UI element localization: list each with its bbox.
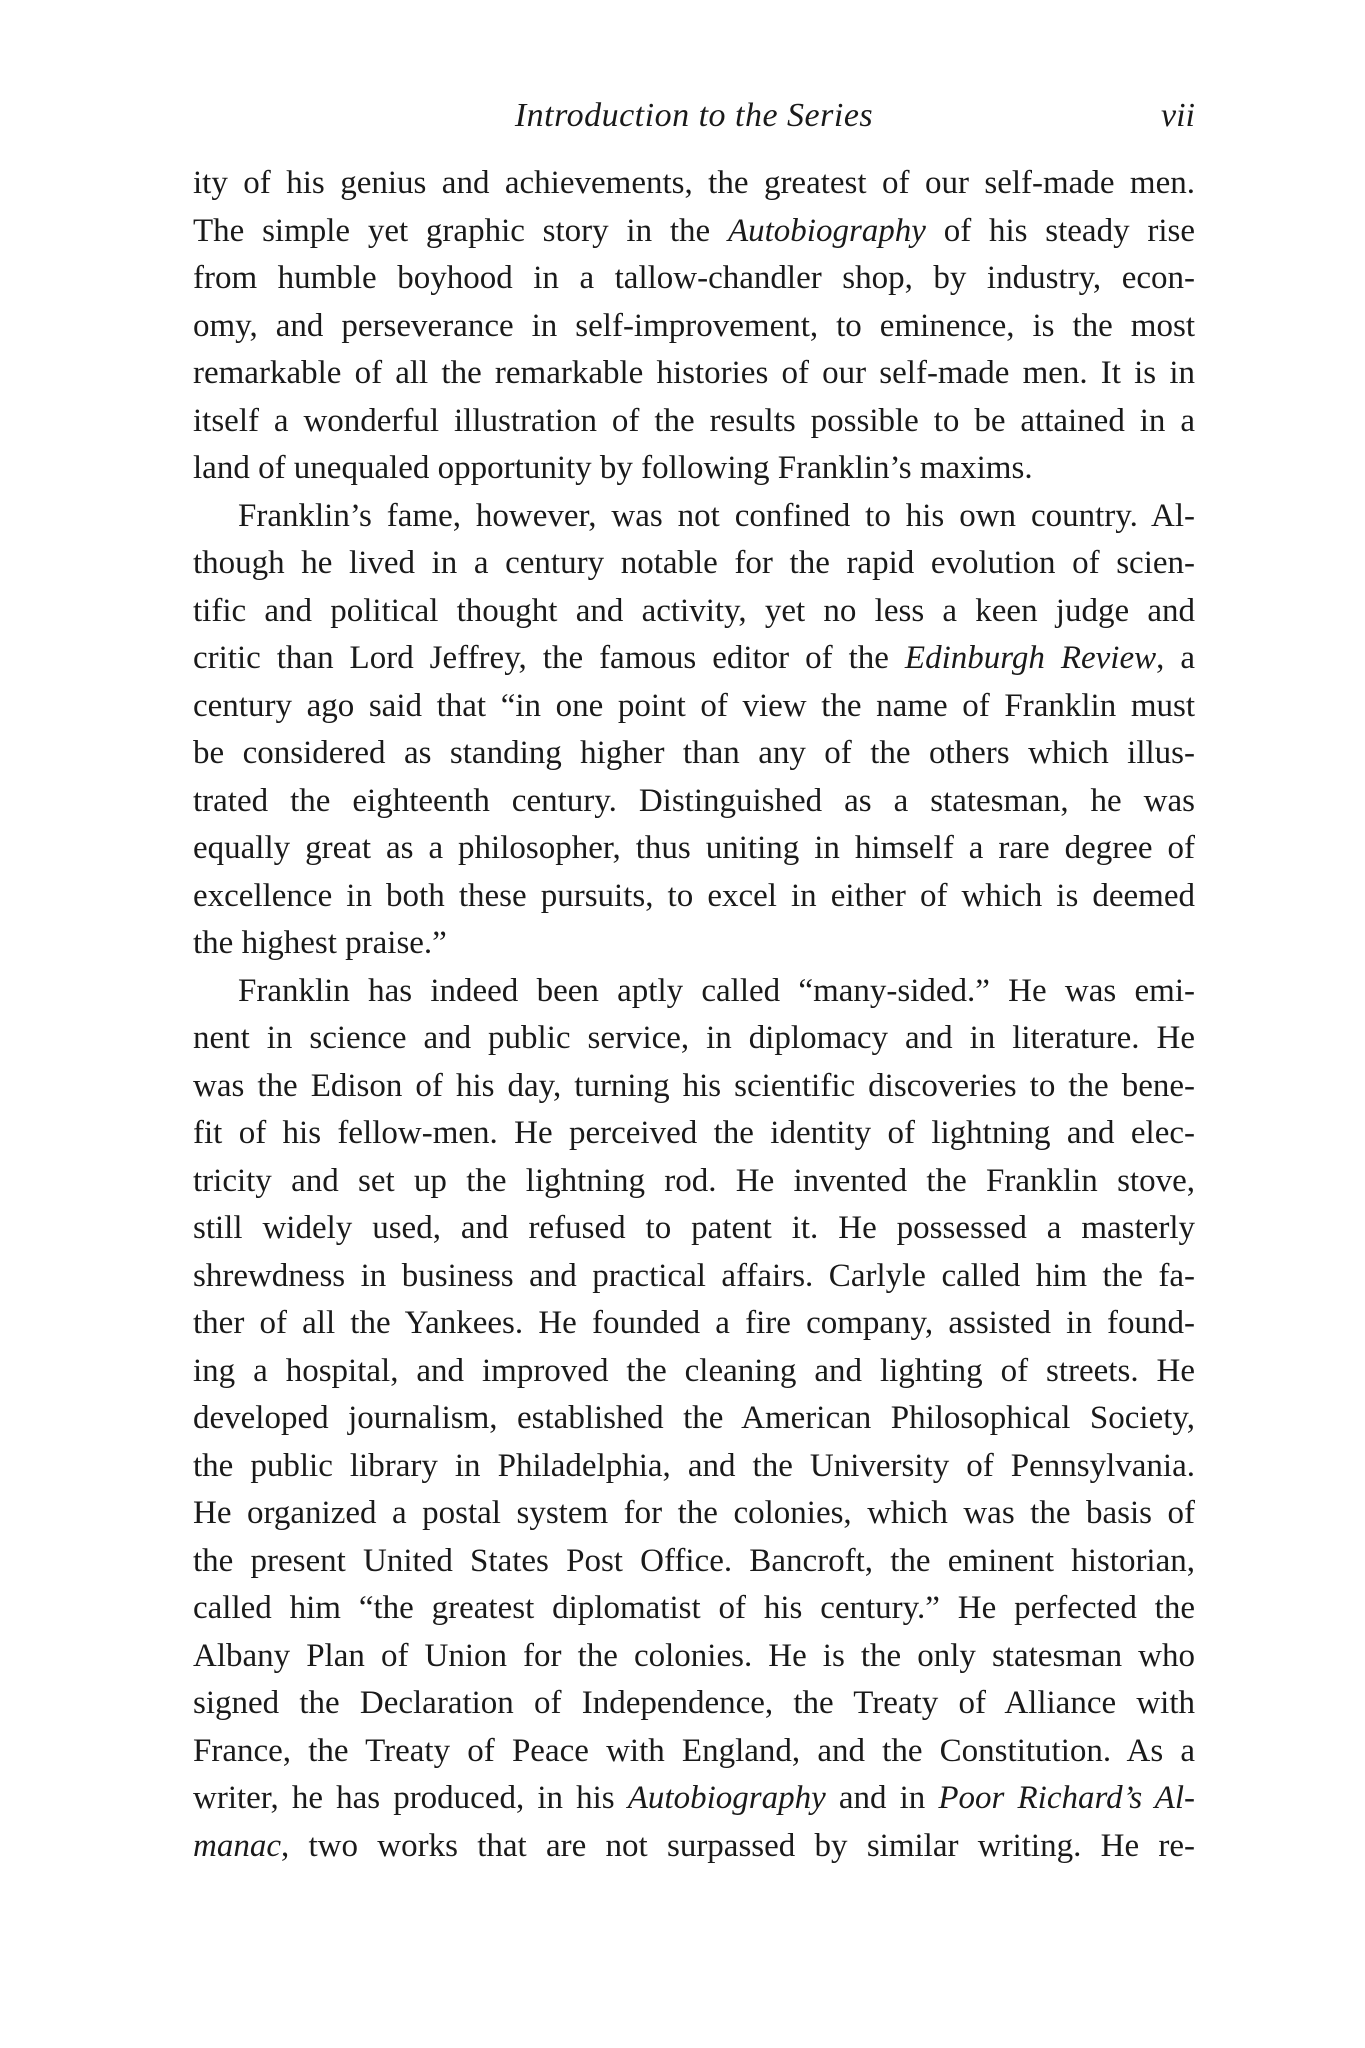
text-line: He organized a postal system for the colonies, which was the basis of [193,1495,1195,1531]
text-line: the present United States Post Office. Bancroft, the eminent historian, [193,1542,1195,1579]
italic-title: Autobiography [727,212,926,249]
italic-title: Poor Richard’s Al- [938,1780,1195,1816]
text-line: itself a wonderful illustration of the results possible to be attained in a [193,402,1195,439]
text-line: equally great as a philosopher, thus uniting in himself a rare degree of [193,830,1195,866]
text-line: ity of his genius and achievements, the greatest of our self-made men. [193,165,1195,201]
text-line: France, the Treaty of Peace with England, and the Constitution. As a [193,1732,1195,1769]
italic-title: manac [193,1827,281,1864]
text-line: the public library in Philadelphia, and the University of Pennsylvania. [193,1447,1195,1484]
text-line: called him “the greatest diplomatist of his century.” He perfected the [193,1590,1195,1626]
text-line: land of unequaled opportunity by following Franklin’s maxims. [193,450,1033,486]
text-line: tific and political thought and activity, yet no less a keen judge and [193,592,1195,629]
text-line: ther of all the Yankees. He founded a fire company, assisted in found- [193,1305,1195,1341]
body-text [193,160,1195,1870]
running-head [193,92,1195,140]
text-line: writer, he has produced, in his Autobiography and in Poor Richard’s Al- [193,1780,1195,1816]
text-line: ing a hospital, and improved the cleaning and lighting of streets. He [193,1352,1195,1389]
text-line: century ago said that “in one point of view the name of Franklin must [193,687,1195,724]
text-line: shrewdness in business and practical affairs. Carlyle called him the fa- [193,1257,1195,1294]
text-line: trated the eighteenth century. Distinguished as a statesman, he was [193,782,1195,819]
text-line: excellence in both these pursuits, to excel in either of which is deemed [193,877,1195,914]
text-line: still widely used, and refused to patent it. He possessed a masterly [193,1210,1195,1246]
text-line: from humble boyhood in a tallow-chandler shop, by industry, econ- [193,260,1195,296]
text-line: critic than Lord Jeffrey, the famous editor of the Edinburgh Review, a [193,640,1195,676]
running-title: Introduction to the Series [514,97,874,134]
text-line: developed journalism, established the American Philosophical Society, [193,1400,1195,1436]
text-line: remarkable of all the remarkable histories of our self-made men. It is in [193,355,1195,391]
text-line: the highest praise.” [193,925,447,961]
text-line: Albany Plan of Union for the colonies. He is the only statesman who [193,1637,1195,1674]
text-line: signed the Declaration of Independence, the Treaty of Alliance with [193,1685,1195,1721]
text-line: manac, two works that are not surpassed by similar writing. He re- [193,1827,1195,1864]
text-line: was the Edison of his day, turning his scientific discoveries to the bene- [193,1067,1195,1104]
italic-title: Autobiography [627,1780,826,1816]
text-line: Franklin has indeed been aptly called “many-sided.” He was emi- [238,972,1195,1009]
text-line: nent in science and public service, in diplomacy and in literature. He [193,1020,1195,1056]
text-line: omy, and perseverance in self-improvement, to eminence, is the most [193,307,1195,344]
text-line: be considered as standing higher than any of the others which illus- [193,735,1195,771]
text-line: The simple yet graphic story in the Autobiography of his steady rise [193,212,1195,249]
text-line: though he lived in a century notable for the rapid evolution of scien- [193,545,1195,581]
text-line: Franklin’s fame, however, was not confined to his own country. Al- [238,497,1195,534]
italic-title: Edinburgh Review [904,640,1157,676]
text-line: tricity and set up the lightning rod. He invented the Franklin stove, [193,1162,1195,1199]
text-line: fit of his fellow-men. He perceived the identity of lightning and elec- [193,1115,1195,1151]
page-number: vii [1161,97,1195,134]
